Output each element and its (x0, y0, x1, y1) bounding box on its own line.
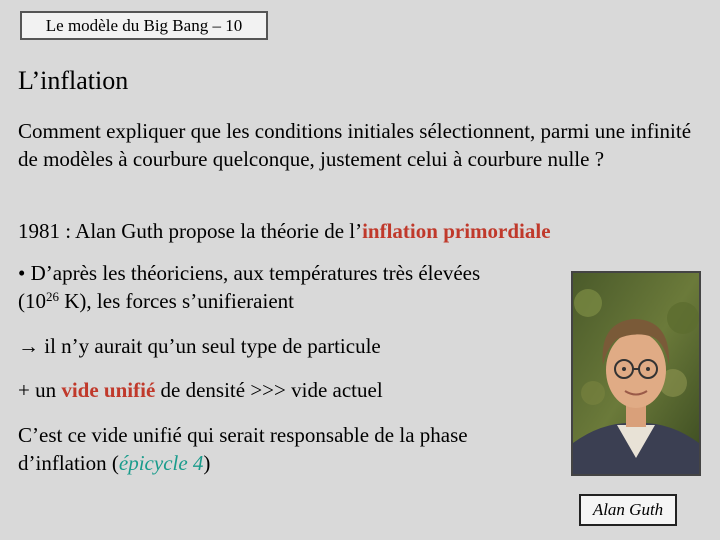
guth-text: 1981 : Alan Guth propose la théorie de l’ (18, 219, 363, 243)
portrait-illustration (573, 273, 699, 474)
theorists-text-2: K), les forces s’unifieraient (59, 289, 294, 313)
slide-title: L’inflation (18, 66, 129, 95)
theorists-paragraph (18, 259, 488, 315)
unified-vacuum-highlight: vide unifié (61, 378, 156, 402)
slide-header-label: Le modèle du Big Bang – 10 (45, 16, 243, 35)
vacuum-suffix: de densité >>> vide actuel (155, 378, 383, 402)
conclusion-text-1: C’est ce vide unifié qui serait responsable de la phase d’inflation ( (18, 423, 468, 475)
guth-paragraph (18, 217, 708, 245)
theorists-text-1: • D’après les théoriciens, aux températures très élevées (10 (18, 261, 481, 313)
conclusion-paragraph (18, 421, 488, 477)
conclusion-text-2: ) (203, 451, 211, 475)
intro-paragraph: Comment expliquer que les conditions initiales sélectionnent, parmi une infinité de modèles à courbure quelconque, justement celui à courbure nulle ? (18, 119, 692, 171)
epicycle-highlight: épicycle 4 (118, 451, 204, 475)
vacuum-paragraph (18, 376, 488, 404)
slide-header (20, 11, 268, 40)
portrait-photo (571, 271, 701, 476)
inflation-highlight: inflation primordiale (362, 219, 551, 243)
vacuum-prefix: + un (18, 378, 62, 402)
photo-caption-label: Alan Guth (592, 500, 664, 519)
photo-caption (579, 494, 677, 526)
particle-paragraph: → il n’y aurait qu’un seul type de particule (18, 334, 381, 358)
exponent: 26 (46, 289, 59, 304)
